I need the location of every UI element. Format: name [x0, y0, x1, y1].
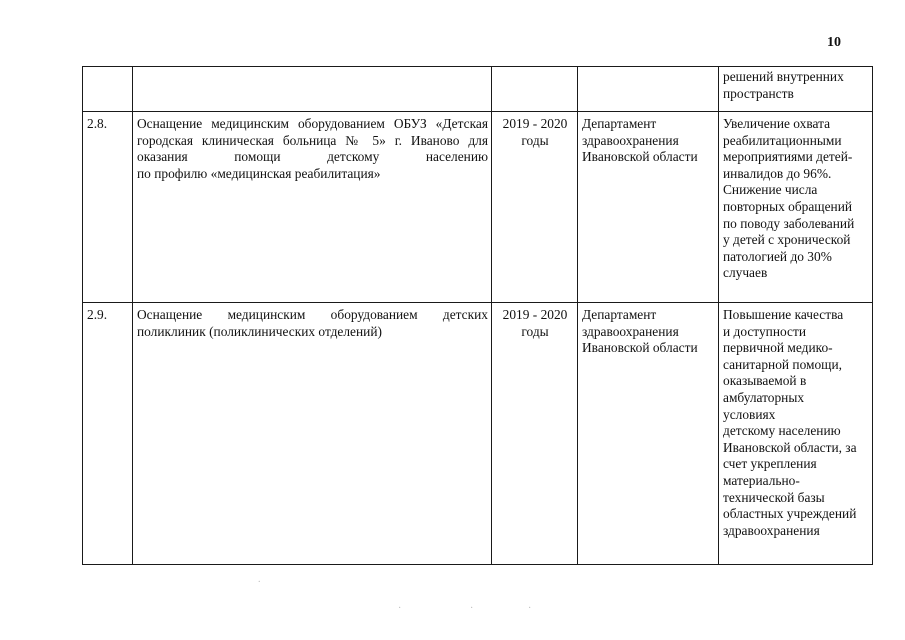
cell-result: Повышение качества и доступности первичной медико- санитарной помощи, оказываемой в амбулаторных условиях детскому населению Ивановской области, за счет укрепления материально- технической базы областных учреждений здравоохранения — [719, 303, 873, 565]
cell-executor: Департамент здравоохранения Ивановской области — [578, 112, 719, 303]
cell-period — [492, 67, 578, 112]
measures-table — [82, 66, 873, 565]
stray-mark: · — [470, 603, 474, 614]
stray-mark: · — [398, 603, 402, 614]
table-row-continued — [83, 67, 873, 112]
measure-line: «Детская городская клиническая больница № 5» — [137, 116, 488, 148]
cell-period: 2019 - 2020 годы — [492, 112, 578, 303]
cell-executor: Департамент здравоохранения Ивановской области — [578, 303, 719, 565]
measure-line: Оснащение медицинским оборудованием ОБУЗ — [137, 116, 427, 131]
cell-period: 2019 - 2020 годы — [492, 303, 578, 565]
stray-mark: . — [258, 574, 261, 585]
stray-mark: · — [528, 603, 532, 614]
cell-measure — [133, 303, 492, 565]
measure-line: Оснащение медицинским оборудованием детских — [137, 307, 488, 322]
cell-num — [83, 67, 133, 112]
cell-num: 2.9. — [83, 303, 133, 565]
table-row — [83, 112, 873, 303]
page-number: 10 — [827, 35, 841, 50]
cell-result: Увеличение охвата реабилитационными мероприятиями детей- инвалидов до 96%. Снижение числа повторных обращений по поводу заболеваний у детей с хронической патологией до 30% случаев — [719, 112, 873, 303]
measure-line-last: по профилю «медицинская реабилитация» — [137, 165, 381, 181]
cell-result: решений внутренних пространств — [719, 67, 873, 112]
table-row — [83, 303, 873, 565]
cell-measure — [133, 112, 492, 303]
cell-num: 2.8. — [83, 112, 133, 303]
measure-line: г. Иваново для оказания помощи детскому населению — [137, 132, 488, 165]
measure-line-last: поликлиник (поликлинических отделений) — [137, 323, 382, 339]
cell-executor — [578, 67, 719, 112]
cell-measure — [133, 67, 492, 112]
